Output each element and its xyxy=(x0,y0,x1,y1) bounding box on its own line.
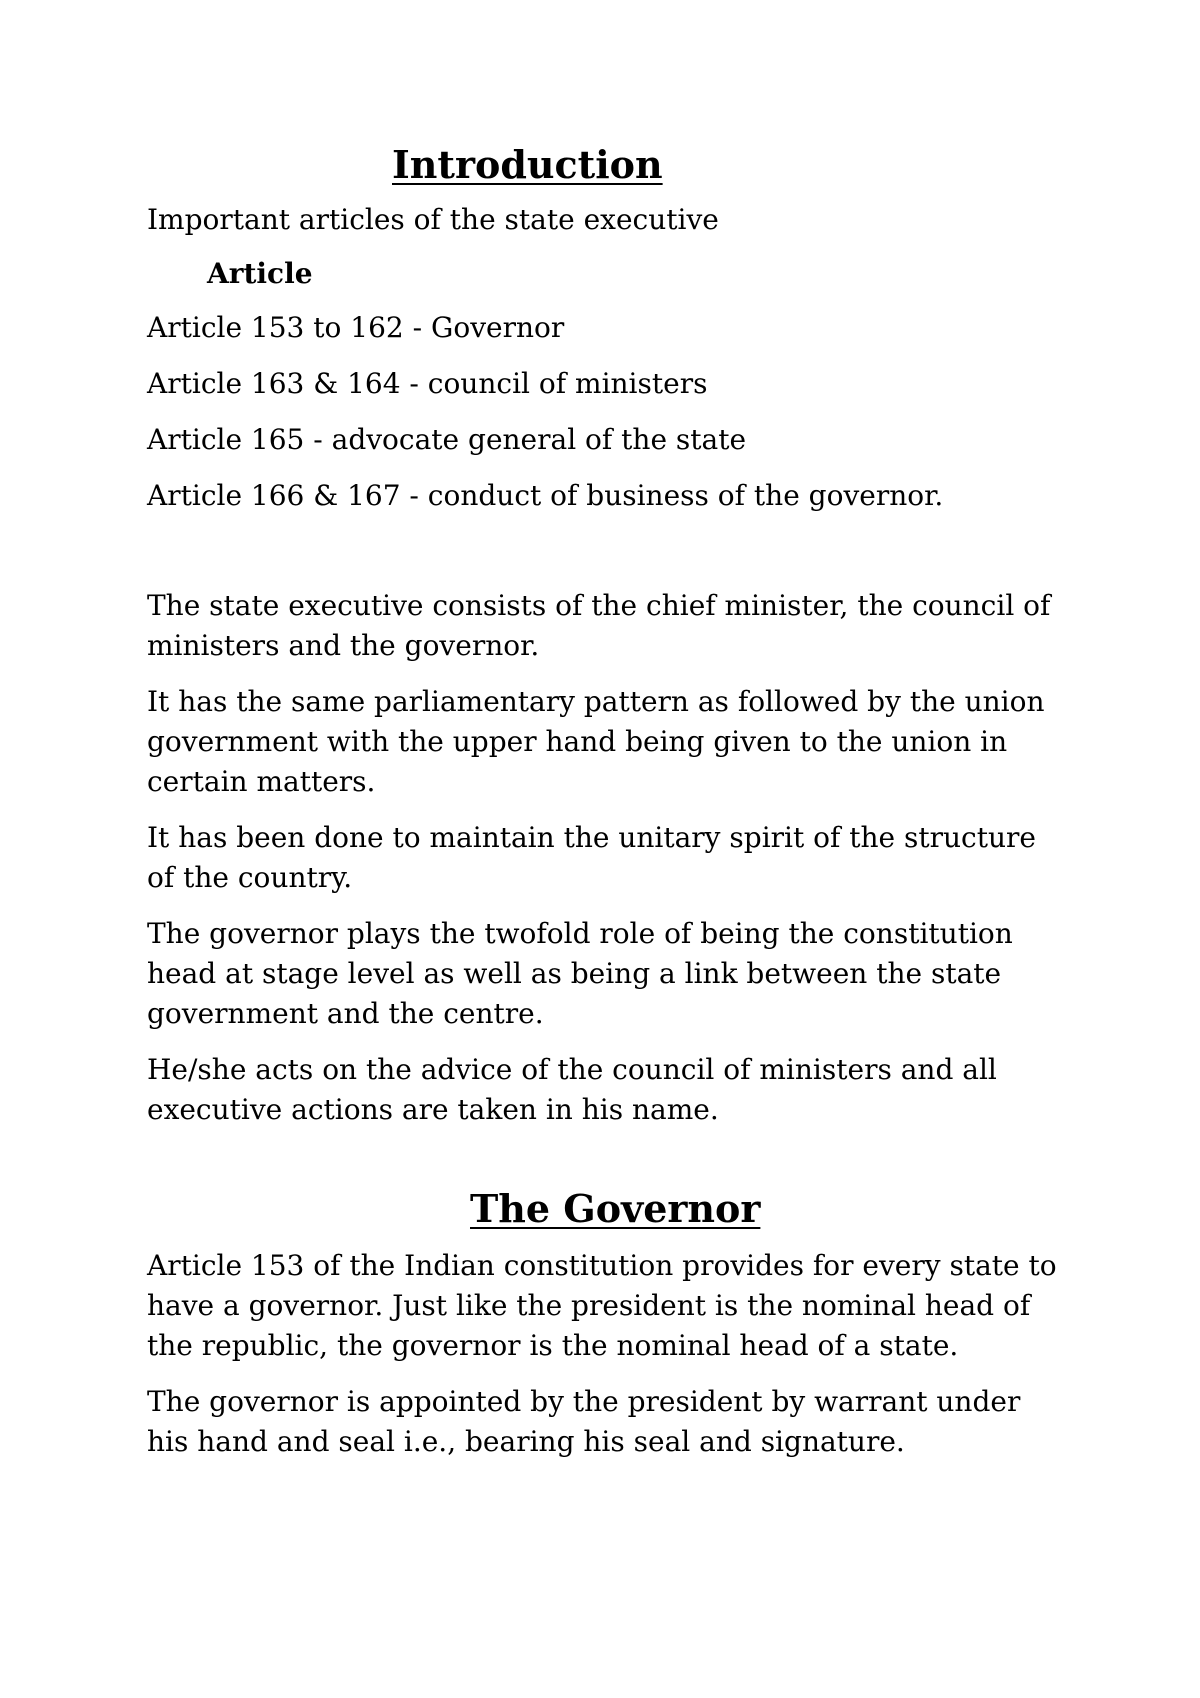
article-item-153-162: Article 153 to 162 - Governor xyxy=(147,311,565,344)
introduction-heading: Introduction xyxy=(392,142,663,187)
intro-paragraph-5: He/she acts on the advice of the council of ministers and all executive actions are taken in his name. xyxy=(147,1053,997,1126)
article-item-166-167: Article 166 & 167 - conduct of business of the governor. xyxy=(147,479,944,512)
article-column-header: Article xyxy=(207,257,313,290)
governor-heading: The Governor xyxy=(470,1186,761,1231)
intro-body xyxy=(147,586,1070,1130)
article-item-163-164: Article 163 & 164 - council of ministers xyxy=(147,367,708,400)
governor-paragraph-2: The governor is appointed by the president by warrant under his hand and seal i.e., bearing his seal and signature. xyxy=(147,1385,1021,1458)
intro-paragraph-3: It has been done to maintain the unitary spirit of the structure of the country. xyxy=(147,821,1036,894)
intro-paragraph-4: The governor plays the twofold role of being the constitution head at stage level as well as being a link between the state government and the centre. xyxy=(147,917,1013,1030)
governor-body xyxy=(147,1246,1070,1462)
article-item-165: Article 165 - advocate general of the state xyxy=(147,423,747,456)
intro-paragraph-2: It has the same parliamentary pattern as followed by the union government with the upper hand being given to the union in certain matters. xyxy=(147,685,1045,798)
intro-subtitle: Important articles of the state executive xyxy=(147,203,719,236)
intro-paragraph-1: The state executive consists of the chief minister, the council of ministers and the governor. xyxy=(147,589,1051,662)
governor-paragraph-1: Article 153 of the Indian constitution provides for every state to have a governor. Just like the president is the nominal head of the republic, the governor is the nominal head of a state. xyxy=(147,1249,1057,1362)
article-list xyxy=(147,308,1070,516)
